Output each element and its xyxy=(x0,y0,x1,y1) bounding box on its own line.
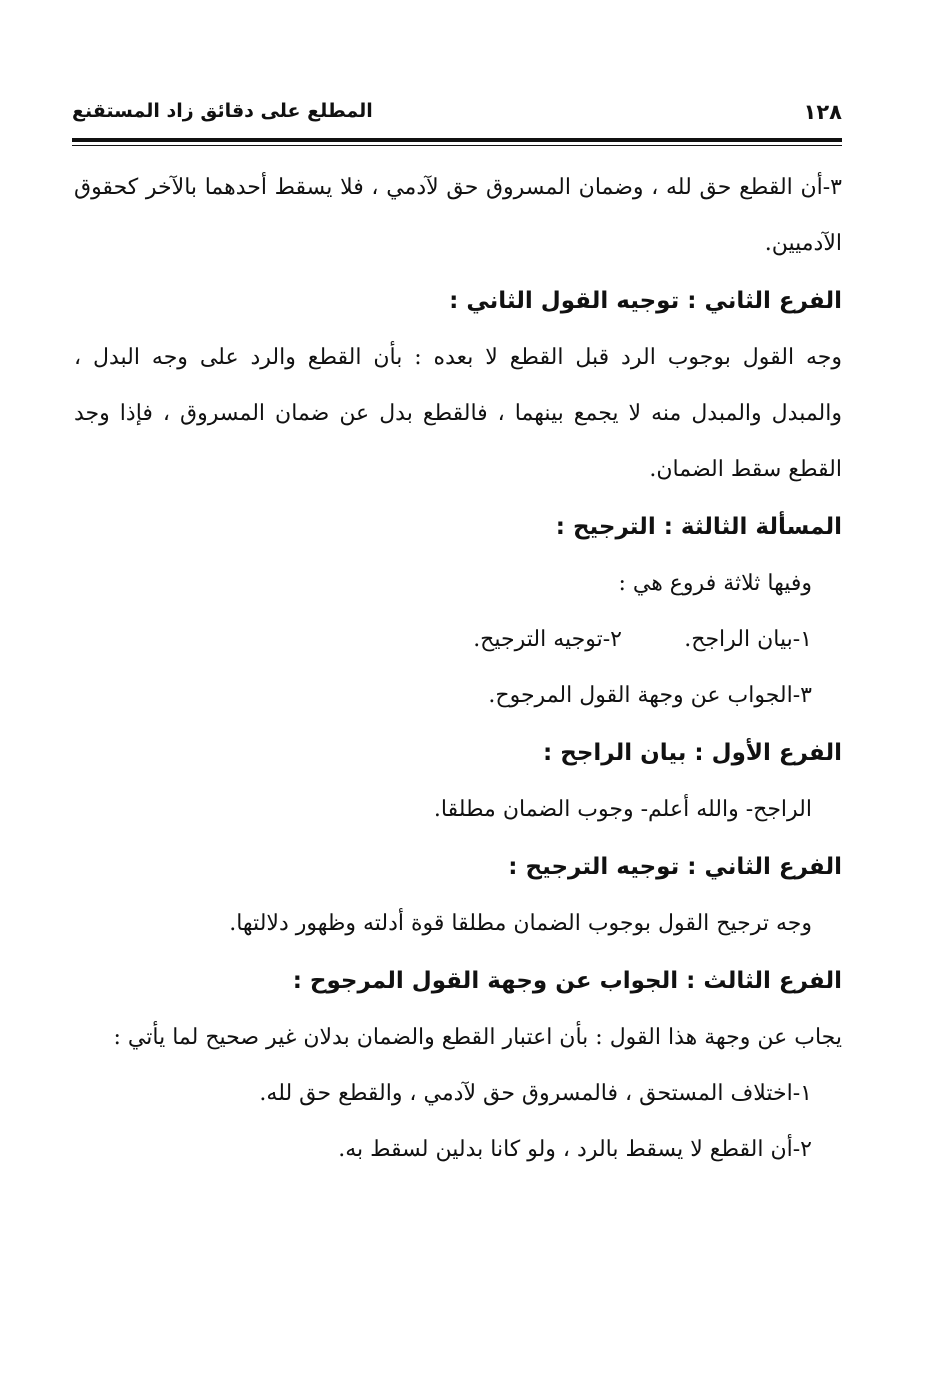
list-item: ٣-الجواب عن وجهة القول المرجوح. xyxy=(488,683,812,708)
paragraph: ٣-أن القطع حق لله ، وضمان المسروق حق لآدمي ، فلا يسقط أحدهما بالآخر كحقوق الآدميين. xyxy=(74,175,842,256)
section-heading: المسألة الثالثة : الترجيح : xyxy=(555,514,842,540)
section-heading: الفرع الثاني : توجيه الترجيح : xyxy=(508,854,842,880)
list-item: ٢-أن القطع لا يسقط بالرد ، ولو كانا بدلين لسقط به. xyxy=(338,1137,812,1162)
list-item: ١-اختلاف المستحق ، فالمسروق حق لآدمي ، والقطع حق لله. xyxy=(259,1081,812,1106)
header-rule-thick xyxy=(72,138,842,142)
paragraph: يجاب عن وجهة هذا القول : بأن اعتبار القطع والضمان بدلان غير صحيح لما يأتي : xyxy=(113,1025,842,1050)
page-body xyxy=(74,160,842,1178)
list-item: ٢-توجيه الترجيح. xyxy=(473,627,622,652)
paragraph: الراجح- والله أعلم- وجوب الضمان مطلقا. xyxy=(433,797,812,822)
list-item: ١-بيان الراجح. xyxy=(684,627,812,652)
paragraph: وفيها ثلاثة فروع هي : xyxy=(618,571,812,596)
section-heading: الفرع الأول : بيان الراجح : xyxy=(543,740,842,766)
page-number: ١٢٨ xyxy=(803,100,842,124)
page-header xyxy=(72,96,842,136)
running-title: المطلع على دقائق زاد المستقنع xyxy=(72,100,373,122)
section-heading: الفرع الثاني : توجيه القول الثاني : xyxy=(449,288,842,314)
header-rule-thin xyxy=(72,145,842,146)
section-heading: الفرع الثالث : الجواب عن وجهة القول المرجوح : xyxy=(292,968,842,994)
list-row xyxy=(74,612,842,668)
paragraph: وجه القول بوجوب الرد قبل القطع لا بعده : بأن القطع والرد على وجه البدل ، والمبدل والمبدل منه لا يجمع بينهما ، فالقطع بدل عن ضمان المسروق ، فإذا وجد القطع سقط الضمان. xyxy=(74,345,842,482)
paragraph: وجه ترجيح القول بوجوب الضمان مطلقا قوة أدلته وظهور دلالتها. xyxy=(229,911,812,936)
